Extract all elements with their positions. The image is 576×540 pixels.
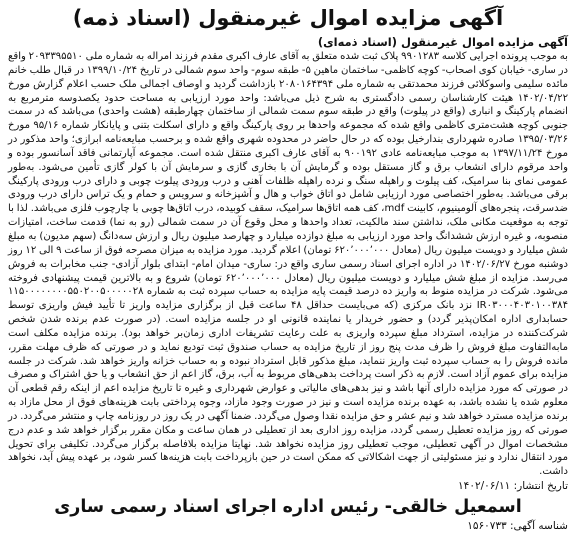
notice-title: آگهی مزایده اموال غیرمنقول (اسناد ذمه) [72, 6, 504, 30]
notice-body: به موجب پرونده اجرایی کلاسه ۹۹۰۱۲۸۳ پلاک ثبت شده متعلق به آقای عارف اکبری مقدم فرزند امراله به شماره ملی ۲۰۹۳۳۹۵۵۱۰ واقع در ساری- خیابان کوی اصحاب- کوچه کاظمی- ساختمان ماهین ۵- طبقه سوم- واحد سوم شمالی در تاریخ ۱۳۹۹/۱۰/۲۴ در قبال طلب خانم مائده سلیمی واسوکلائی فرزند محمدتقی به شماره ملی ۲۰۸۰۱۶۴۳۹۴ بازداشت گردید و اوصاف اجمالی ملک حسب اعلام گزارش مورخ ۱۴۰۲/۰۴/۲۲ هیئت کارشناسان رسمی دادگستری به شرح ذیل می‌باشد: واحد مورد ارزیابی به مساحت حدود یکصدوسه مترمربع به انضمام پارکینگ و انباری (واقع در پیلوت) واقع در طبقه سوم سمت شمالی از ساختمان چهارطبقه (هشت واحدی) می‌باشد که در سمت جنوبی کوچه هشت‌متری کاظمی واقع شده که مجموعه واحدها بر روی پارکینگ واقع و دارای اسکلت بتنی و پایانکار شماره ۹۵/۱۶ مورخ ۱۳۹۵/۰۳/۲۶ صادره شهرداری بندارخیل بوده که در حال حاضر در محدوده شهری واقع شده و برحسب مبایعه‌نامه ابرازی؛ واحد مذکور در مورخ ۱۳۹۷/۱۱/۲۴ به موجب مبایعه‌نامه عادی ۹۰۰۱۹۲ به آقای عارف اکبری منتقل شده است. مجموعه آپارتمانی فاقد آسانسور بوده و واحد مرقوم دارای انشعاب برق و گاز مستقل بوده و گرمایش آن با بخاری گازی و سرمایش آن با کولر گازی تأمین می‌شود. به‌طور عمومی نمای بنا سرامیک، کف پیلوت و راهپله سنگ و نرده راهپله ظلفات آهنی و درب ورودی پیلوت چوبی و دارای درب ورودی پارکینگ برقی می‌باشد. به‌طور اختصاصی مورد ارزیابی شامل دو اتاق خواب و هال و آشپزخانه و سرویس و حمام و یک تراس دارای درب ورودی ضدسرقت، پنجره‌های آلومینیوم، کابینت mdf، کف همه اتاق‌ها سرامیک، سقف کوبیده، درب اتاق‌ها چوبی با چارچوب فلزی می‌باشد. لذا با توجه به موقعیت مکانی ملک، نداشتن سند مالکیت، تعداد واحدها و محل وقوع آن در سمت شمالی (رو به نما) قدمت ساخت، امتیازات منصوبه، و غیره ارزش ششدانگ واحد مورد ارزیابی به مبلغ دوازده میلیارد و چهارصد میلیون ریال و ارزش سه‌دانگ (سهم مدیون) به مبلغ شش میلیارد و دویست میلیون ریال (معادل ۶۲۰٬۰۰۰٬۰۰۰ تومان) اعلام گردید. مورد مزایده به میزان مصرحه فوق از ساعت ۹ الی ۱۲ روز دوشنبه مورخ ۱۴۰۲/۰۶/۲۷ در اداره اجرای اسناد رسمی ساری واقع در: ساری- میدان امام- ابتدای بلوار آزادی- جنب مخابرات به فروش می‌رسد. مزایده از مبلغ شش میلیارد و دویست میلیون ریال (معادل ۶۲۰٬۰۰۰٬۰۰۰ تومان) شروع و به بالاترین قیمت پیشنهادی فروخته می‌شود. شرکت در مزایده منوط به واریز ده درصد قیمت پایه مزایده به حساب سپرده ثبت به شماره ۱۱۵۰۰۰۰۰۰۰۰۵۵۰۲۰۰۵۰۰۰۰۰۲۸ IR۰۳۰۰۰۴۰۳۰۱۰۰۳۸۴ نزد بانک مرکزی (که می‌بایست حداقل ۴۸ ساعت قبل از برگزاری مزایده واریز تا تأیید فیش واریزی توسط حسابداری اداره امکان‌پذیر گردد) و حضور خریدار یا نماینده قانونی او در جلسه مزایده است. (در صورت عدم برنده شدن شخص شرکت‌کننده در مزایده، استرداد مبلغ سپرده واریزی به علت رعایت تشریفات اداری زمان‌بر خواهد بود). برنده مزایده مکلف است مابه‌التفاوت مبلغ فروش را ظرف مدت پنج روز از تاریخ مزایده به حساب صندوق ثبت تودیع نماید و در صورتی که ظرف مهلت مقرر، مانده فروش را به حساب سپرده ثبت واریز ننماید، مبلغ مذکور قابل استرداد نبوده و به حساب خزانه واریز خواهد شد. شرکت در جلسه مزایده برای عموم آزاد است. لازم به ذکر است پرداخت بدهی‌های مربوط به آب، برق، گاز اعم از حق انشعاب و یا حق اشتراک و مصرف در صورتی که مورد مزایده دارای آنها باشد و نیز بدهی‌های مالیاتی و عوارض شهرداری و غیره تا تاریخ مزایده اعم از اینکه رقم قطعی آن معلوم شده یا نشده باشد، به عهده برنده مزایده است و نیز در صورت وجود مازاد، وجوه پرداختی بابت هزینه‌های فوق از محل مازاد به برنده مزایده مسترد خواهد شد و نیم عشر و حق مزایده نقدا وصول می‌گردد. ضمنا آگهی در یک روز در روزنامه چاپ و منتشر می‌گردد. در صورتی که روز مزایده تعطیل رسمی گردد، مزایده روز اداری بعد از تعطیلی در همان ساعت و مکان مقرر برگزار خواهد شد و عدم درج مشخصات اموال در آگهی تعطیلی، موجب تعطیلی روز مزایده نخواهد شد. نهایتا مزایده بلافاصله برگزار می‌گردد. تکلیفی برای تحویل مورد انتقال ندارد و نیز مسئولیتی از جهت اشکالاتی که ممکن است در حین بازپرداخت بابت هزینه‌ها کسر شود، بر عهده پیش آید، نخواهد داشت. [8, 51, 568, 478]
signature-line: اسمعیل خالقی- رئیس اداره اجرای اسناد رسمی ساری [54, 497, 522, 518]
notice-subtitle: آگهی مزایده اموال غیرمنقول (اسناد ذمه‌ای) [317, 35, 568, 49]
notice-id: شناسه آگهی: ۱۵۶۰۷۳۳ [467, 520, 568, 533]
publication-date: تاریخ انتشار: ۱۴۰۲/۰۶/۱۱ [458, 480, 568, 493]
